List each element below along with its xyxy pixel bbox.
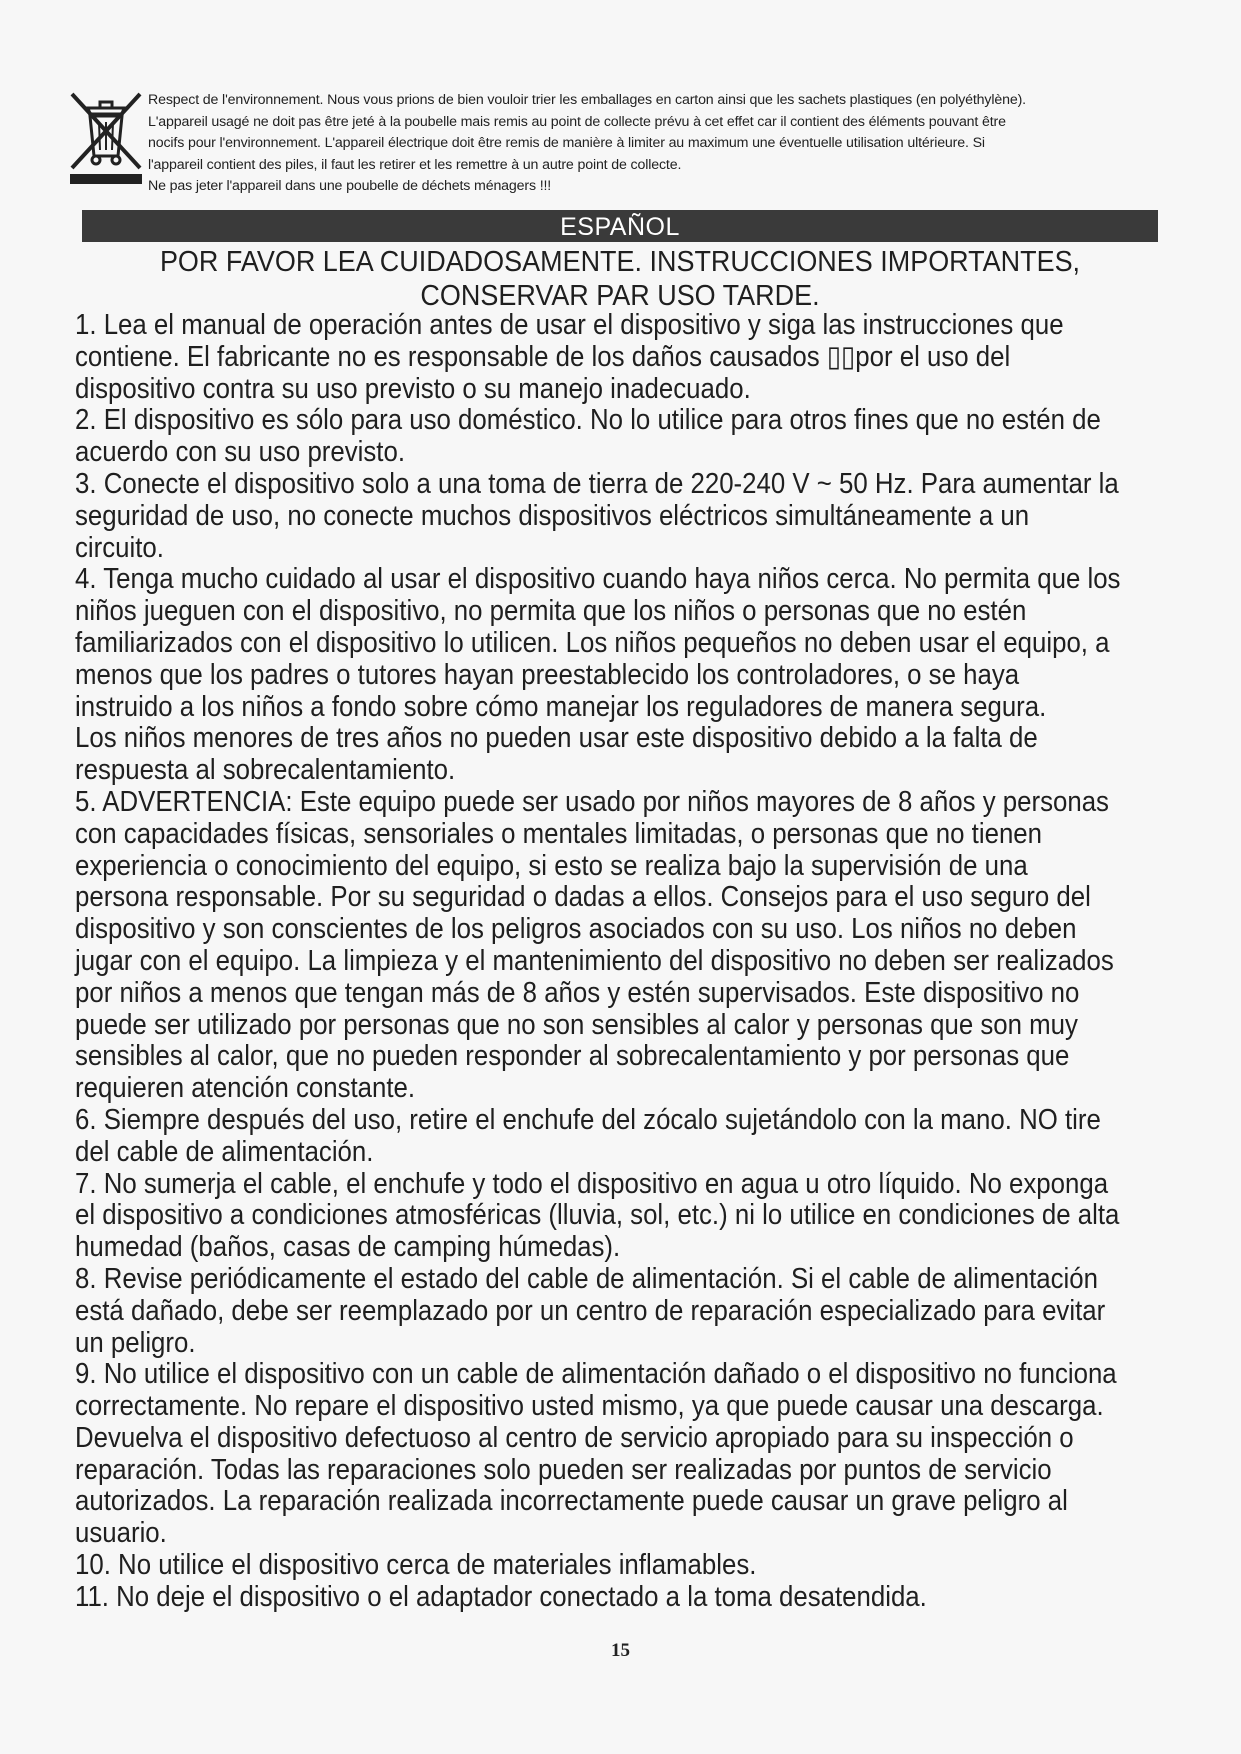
instruction-line: 11. No deje el dispositivo o el adaptador conectado a la toma desatendida. — [75, 1580, 927, 1613]
instruction-line: respuesta al sobrecalentamiento. — [75, 754, 456, 787]
environment-notice — [66, 90, 1176, 200]
instruction-line: 6. Siempre después del uso, retire el enchufe del zócalo sujetándolo con la mano. NO tire — [75, 1103, 1101, 1136]
instruction-line: 5. ADVERTENCIA: Este equipo puede ser usado por niños mayores de 8 años y personas — [75, 785, 1109, 818]
instruction-line: 1. Lea el manual de operación antes de usar el dispositivo y siga las instrucciones que — [75, 309, 1064, 341]
title-line: POR FAVOR LEA CUIDADOSAMENTE. INSTRUCCIONES IMPORTANTES, — [159, 246, 1081, 278]
instruction-line: dispositivo y son conscientes de los peligros asociados con su uso. Los niños no deben — [75, 913, 1077, 946]
instruction-line: instruido a los niños a fondo sobre cómo manejar los reguladores de manera segura. — [75, 690, 1047, 723]
instruction-line: sensibles al calor, que no pueden responder al sobrecalentamiento y por personas que — [75, 1040, 1070, 1073]
instruction-line: Los niños menores de tres años no pueden usar este dispositivo debido a la falta de — [75, 722, 1038, 755]
crossed-out-wheelie-bin-icon — [66, 90, 146, 186]
instruction-line: experiencia o conocimiento del equipo, si esto se realiza bajo la supervisión de una — [75, 849, 1028, 882]
notice-text — [148, 90, 1241, 198]
instruction-line: seguridad de uso, no conecte muchos dispositivos eléctricos simultáneamente a un — [75, 499, 1030, 532]
instruction-line: usuario. — [75, 1517, 167, 1550]
notice-line: L'appareil usagé ne doit pas être jeté à la poubelle mais remis au point de collecte prévu à cet effet car il contient des éléments pouvant être — [148, 113, 1006, 130]
instruction-line: 7. No sumerja el cable, el enchufe y todo el dispositivo en agua u otro líquido. No exponga — [75, 1167, 1109, 1200]
instruction-line: 9. No utilice el dispositivo con un cable de alimentación dañado o el dispositivo no funciona — [75, 1358, 1117, 1391]
instruction-line: 10. No utilice el dispositivo cerca de materiales inflamables. — [75, 1549, 757, 1582]
instruction-line: persona responsable. Por su seguridad o dadas a ellos. Consejos para el uso seguro del — [75, 881, 1091, 914]
instruction-line: requieren atención constante. — [75, 1072, 416, 1105]
notice-line: nocifs pour l'environnement. L'appareil électrique doit être remis de manière à limiter au maximum une éventuelle utilisation ultérieure. Si — [148, 135, 985, 151]
instruction-line: del cable de alimentación. — [75, 1135, 374, 1168]
instruction-line: reparación. Todas las reparaciones solo pueden ser realizadas por puntos de servicio — [75, 1453, 1052, 1486]
notice-line: l'appareil contient des piles, il faut les retirer et les remettre à un autre point de collecte. — [148, 156, 682, 173]
instruction-line: circuito. — [75, 531, 164, 564]
notice-line: Ne pas jeter l'appareil dans une poubelle de déchets ménagers !!! — [148, 178, 552, 194]
instruction-line: contiene. El fabricante no es responsable de los daños causados ▯▯por el uso del — [75, 340, 1011, 373]
instruction-line: niños jueguen con el dispositivo, no permita que los niños o personas que no estén — [75, 595, 1027, 628]
page-number: 15 — [611, 1640, 630, 1661]
notice-line: Respect de l'environnement. Nous vous prions de bien vouloir trier les emballages en carton ainsi que les sachets plastiques (en polyéthylène). — [148, 92, 1026, 108]
instruction-line: humedad (baños, casas de camping húmedas). — [75, 1231, 621, 1264]
instruction-line: acuerdo con su uso previsto. — [75, 436, 405, 469]
instruction-line: con capacidades físicas, sensoriales o mentales limitadas, o personas que no tienen — [75, 817, 1043, 850]
instructions-list — [75, 309, 1121, 1614]
instruction-line: autorizados. La reparación realizada incorrectamente puede causar un grave peligro al — [75, 1485, 1068, 1518]
instruction-line: menos que los padres o tutores hayan preestablecido los controladores, o se haya — [75, 658, 1020, 691]
instruction-line: 8. Revise periódicamente el estado del cable de alimentación. Si el cable de alimentación — [75, 1262, 1098, 1295]
instruction-line: familiarizados con el dispositivo lo utilicen. Los niños pequeños no deben usar el equipo, a — [75, 626, 1110, 659]
instruction-line: Devuelva el dispositivo defectuoso al centro de servicio apropiado para su inspección o — [75, 1421, 1074, 1454]
instruction-line: el dispositivo a condiciones atmosféricas (lluvia, sol, etc.) ni lo utilice en condiciones de alta — [75, 1199, 1120, 1232]
page-title — [99, 245, 1141, 313]
title-line: CONSERVAR PAR USO TARDE. — [420, 280, 820, 312]
instruction-line: correctamente. No repare el dispositivo usted mismo, ya que puede causar una descarga. — [75, 1390, 1104, 1423]
instruction-line: dispositivo contra su uso previsto o su manejo inadecuado. — [75, 372, 751, 405]
instruction-line: puede ser utilizado por personas que no son sensibles al calor y personas que son muy — [75, 1008, 1078, 1041]
instruction-line: 4. Tenga mucho cuidado al usar el dispositivo cuando haya niños cerca. No permita que los — [75, 563, 1121, 596]
instruction-line: por niños a menos que tengan más de 8 años y estén supervisados. Este dispositivo no — [75, 976, 1080, 1009]
language-header-bar: ESPAÑOL — [82, 210, 1158, 242]
instruction-line: jugar con el equipo. La limpieza y el mantenimiento del dispositivo no deben ser realizados — [75, 944, 1114, 977]
instruction-line: 3. Conecte el dispositivo solo a una toma de tierra de 220-240 V ~ 50 Hz. Para aumentar la — [75, 467, 1119, 500]
instruction-line: un peligro. — [75, 1326, 196, 1359]
instruction-line: está dañado, debe ser reemplazado por un centro de reparación especializado para evitar — [75, 1294, 1106, 1327]
instruction-line: 2. El dispositivo es sólo para uso doméstico. No lo utilice para otros fines que no estén de — [75, 404, 1101, 437]
